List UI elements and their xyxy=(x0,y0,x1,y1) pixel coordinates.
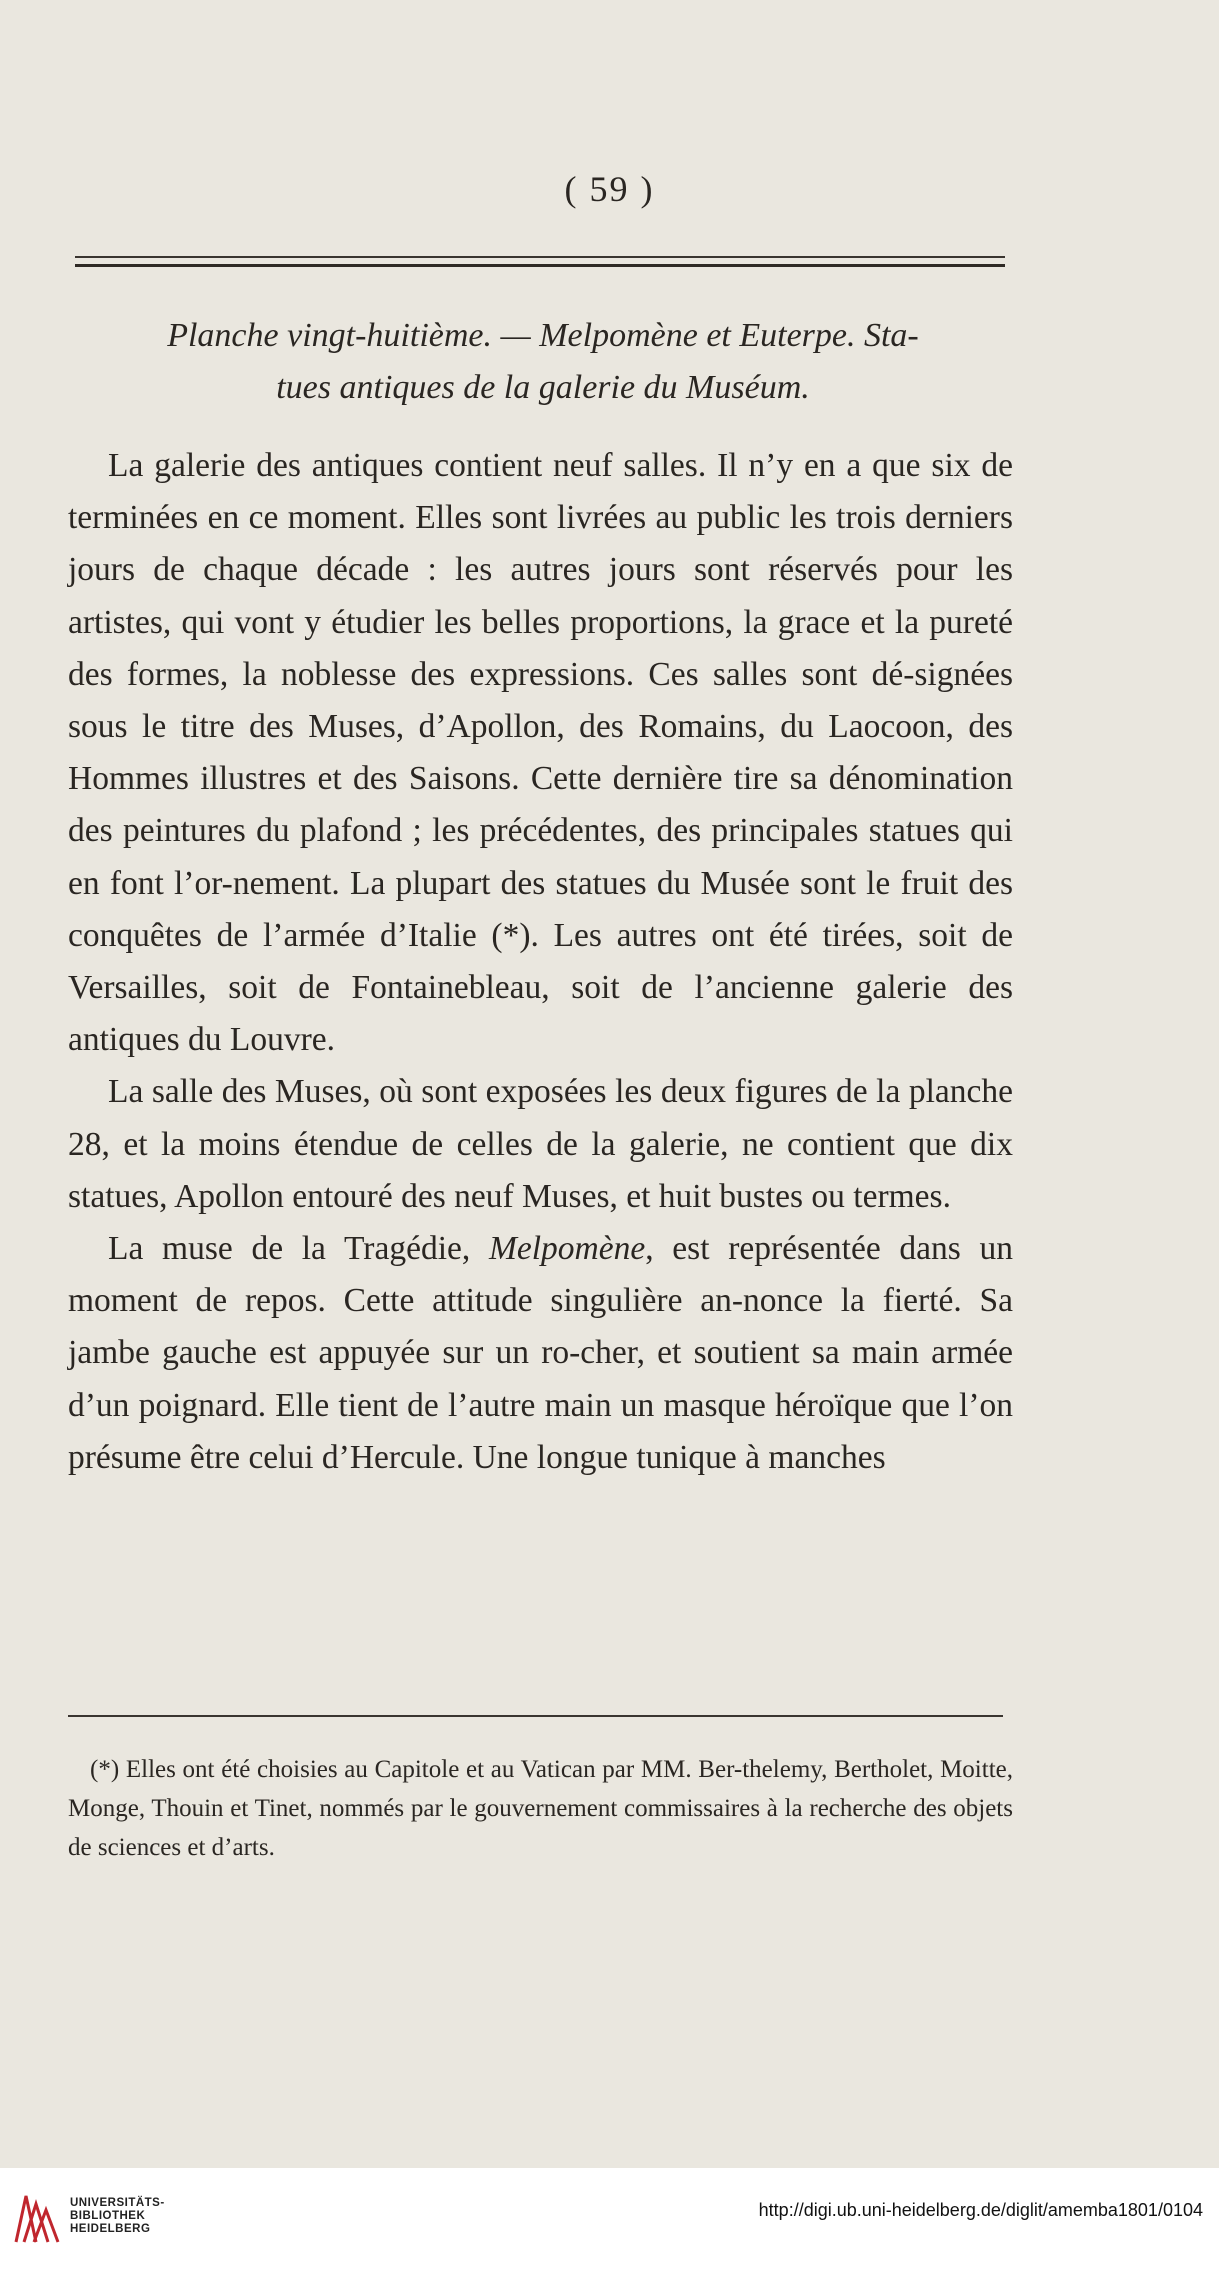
plate-title xyxy=(68,310,1018,414)
library-logo-icon xyxy=(12,2190,62,2246)
paragraph-3-rest: , est représentée dans un moment de repos. Cette attitude singulière an-nonce la fierté. Sa jambe gauche est appuyée sur un ro-cher, et soutient sa main armée d’un poignard. Elle tient de l’autre main un masque héroïque que l’on présume être celui d’Hercule. Une longue tunique à manches xyxy=(68,1230,1013,1476)
plate-title-line-2: tues antiques de la galerie du Muséum. xyxy=(276,369,810,406)
header-double-rule xyxy=(75,256,1005,270)
source-url-link[interactable]: http://digi.ub.uni-heidelberg.de/diglit/amemba1801/0104 xyxy=(758,2200,1203,2220)
paragraph-2: La salle des Muses, où sont exposées les deux figures de la planche 28, et la moins étendue de celles de la galerie, ne contient que dix statues, Apollon entouré des neuf Muses, et huit bustes ou termes. xyxy=(68,1073,1013,1215)
footnote-rule xyxy=(68,1715,1003,1717)
page-number: ( 59 ) xyxy=(564,169,655,209)
library-name xyxy=(70,2197,165,2236)
footnote-text: (*) Elles ont été choisies au Capitole et au Vatican par MM. Ber-thelemy, Bertholet, Moitte, Monge, Thouin et Tinet, nommés par le gouvernement commissaires à la recherche des objets de sciences et d’arts. xyxy=(68,1756,1013,1861)
paragraph-3-emphasis: Melpomène xyxy=(488,1230,646,1268)
paragraph-3 xyxy=(68,1223,1013,1484)
paragraph-1: La galerie des antiques contient neuf salles. Il n’y en a que six de terminées en ce moment. Elles sont livrées au public les trois derniers jours de chaque décade : les autres jours sont réservés pour les artistes, qui vont y étudier les belles proportions, la grace et la pureté des formes, la noblesse des expressions. Ces salles sont dé-signées sous le titre des Muses, d’Apollon, des Romains, du Laocoon, des Hommes illustres et des Saisons. Cette dernière tire sa dénomination des peintures du plafond ; les précédentes, des principales statues qui en font l’or-nement. La plupart des statues du Musée sont le fruit des conquêtes de l’armée d’Italie (*). Les autres ont été tirées, soit de Versailles, soit de Fontainebleau, soit de l’ancienne galerie des antiques du Louvre. xyxy=(68,447,1013,1059)
footnote xyxy=(68,1750,1013,1867)
body-text xyxy=(68,440,1013,1484)
library-name-line-2: BIBLIOTHEK xyxy=(70,2210,146,2222)
plate-title-line-1: Planche vingt-huitième. — Melpomène et Euterpe. Sta- xyxy=(167,317,919,354)
library-name-line-3: HEIDELBERG xyxy=(70,2223,151,2235)
library-name-line-1: UNIVERSITÄTS- xyxy=(70,2197,165,2209)
paragraph-3-start: La muse de la Tragédie, xyxy=(108,1230,489,1268)
